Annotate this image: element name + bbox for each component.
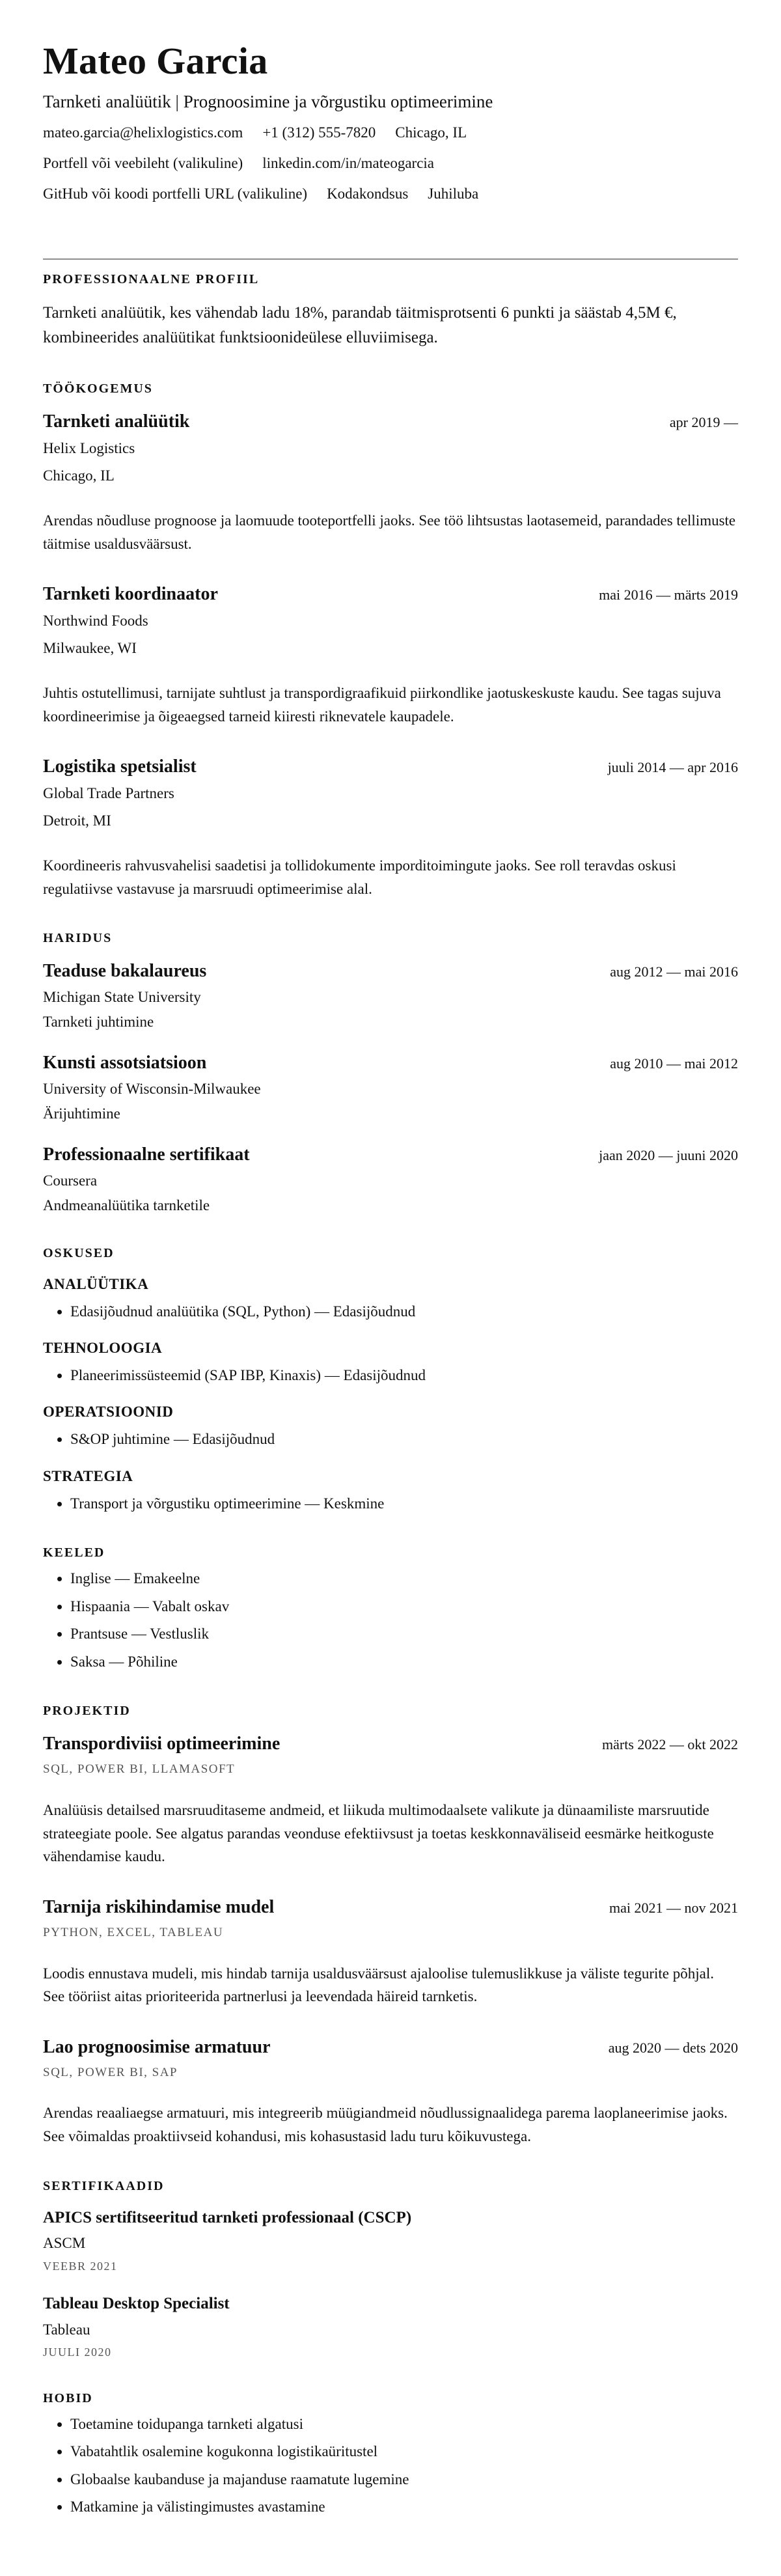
project-stack: SQL, POWER BI, LLAMASOFT bbox=[43, 1762, 236, 1777]
cert-title: APICS sertifitseeritud tarnketi professionaal (CSCP) bbox=[43, 2208, 412, 2226]
section-experience bbox=[43, 381, 738, 900]
skill-group bbox=[43, 1275, 738, 1323]
job-dates: mai 2016 — märts 2019 bbox=[599, 587, 738, 603]
contact-row-1 bbox=[43, 123, 738, 143]
experience-entry-head bbox=[43, 583, 738, 605]
resume-header bbox=[43, 40, 738, 204]
project-entry bbox=[43, 1732, 738, 1868]
project-entry bbox=[43, 1896, 738, 2008]
website-placeholder-text: Portfell või veebileht (valikuline) bbox=[43, 154, 243, 171]
section-languages bbox=[43, 1545, 738, 1673]
cert-date: VEEBR 2021 bbox=[43, 2259, 118, 2273]
location-text: Chicago, IL bbox=[395, 124, 467, 141]
project-entry bbox=[43, 2036, 738, 2148]
language-list bbox=[43, 1568, 738, 1673]
education-entry bbox=[43, 1143, 738, 1215]
language-item: • Prantsuse — Vestluslik bbox=[70, 1623, 738, 1646]
section-projects bbox=[43, 1703, 738, 2148]
cert-date: JUULI 2020 bbox=[43, 2346, 112, 2359]
hobbies-heading: HOBID bbox=[43, 2390, 93, 2405]
contact-row-2 bbox=[43, 154, 738, 173]
degree-title: Teaduse bakalaureus bbox=[43, 961, 207, 982]
citizenship-text: Kodakondsus bbox=[327, 185, 409, 202]
hobby-item: • Vabatahtlik osalemine kogukonna logistikaüritustel bbox=[70, 2441, 738, 2463]
cert-issuer: Tableau bbox=[43, 2321, 90, 2338]
section-hobbies bbox=[43, 2390, 738, 2519]
phone-text: +1 (312) 555-7820 bbox=[262, 124, 376, 141]
school-name: University of Wisconsin-Milwaukee bbox=[43, 1081, 261, 1098]
job-location: Chicago, IL bbox=[43, 467, 115, 484]
education-entry bbox=[43, 1051, 738, 1124]
profile-text: Tarnketi analüütik, kes vähendab ladu 18%, parandab täitmisprotsenti 6 punkti ja säästab 4,5M €, kombineerides analüütikat funktsioonideülese elluviimisega. bbox=[43, 303, 677, 347]
skill-category: ANALÜÜTIKA bbox=[43, 1275, 149, 1292]
profile-heading: PROFESSIONAALNE PROFIIL bbox=[43, 271, 260, 286]
section-profile bbox=[43, 271, 738, 352]
skill-category: TEHNOLOOGIA bbox=[43, 1340, 163, 1357]
experience-heading: TÖÖKOGEMUS bbox=[43, 381, 153, 396]
certification-entry bbox=[43, 2208, 738, 2275]
skill-item: • Edasijõudnud analüütika (SQL, Python) — Edasijõudnud bbox=[70, 1301, 738, 1323]
hobby-item: • Toetamine toidupanga tarnketi algatusi bbox=[70, 2413, 738, 2436]
project-description: Loodis ennustava mudeli, mis hindab tarnija usaldusväärsust ajaloolise tulemuslikkuse ja väliste tegurite põhjal. See tööriist aitas prioriteerida partnerlusi ja leevendada häireid tarnketis. bbox=[43, 1965, 714, 2005]
project-dates: märts 2022 — okt 2022 bbox=[602, 1736, 738, 1753]
project-stack: SQL, POWER BI, SAP bbox=[43, 2065, 178, 2079]
skills-heading: OSKUSED bbox=[43, 1245, 115, 1260]
job-dates: juuli 2014 — apr 2016 bbox=[607, 759, 738, 776]
education-entry-head bbox=[43, 1051, 738, 1074]
linkedin-text: linkedin.com/in/mateogarcia bbox=[262, 154, 435, 171]
driving-license-text: Juhiluba bbox=[428, 185, 479, 202]
skill-list bbox=[43, 1301, 738, 1323]
github-placeholder-text: GitHub või koodi portfelli URL (valikuline) bbox=[43, 185, 308, 202]
skill-group bbox=[43, 1467, 738, 1515]
education-entry-head bbox=[43, 960, 738, 982]
section-certifications bbox=[43, 2178, 738, 2361]
experience-entry bbox=[43, 583, 738, 728]
experience-entry bbox=[43, 410, 738, 555]
project-description: Arendas reaaliaegse armatuuri, mis integreerib müügiandmeid nõudlussignaalidega parema laoplaneerimise jaoks. See võimaldas proaktiivseid kohandusi, mis kohasustasid ladu turu kõikuvustega. bbox=[43, 2105, 728, 2145]
field-of-study: Andmeanalüütika tarnketile bbox=[43, 1197, 210, 1213]
projects-heading: PROJEKTID bbox=[43, 1704, 131, 1719]
email-text: mateo.garcia@helixlogistics.com bbox=[43, 124, 243, 141]
job-title: Tarnketi analüütik bbox=[43, 411, 190, 432]
skill-list bbox=[43, 1493, 738, 1516]
skill-item: • Planeerimissüsteemid (SAP IBP, Kinaxis) — Edasijõudnud bbox=[70, 1364, 738, 1387]
skill-group bbox=[43, 1402, 738, 1450]
job-location: Milwaukee, WI bbox=[43, 640, 137, 657]
project-title: Lao prognoosimise armatuur bbox=[43, 2036, 271, 2057]
language-item: • Saksa — Põhiline bbox=[70, 1651, 738, 1674]
company-name: Global Trade Partners bbox=[43, 785, 174, 802]
project-dates: aug 2020 — dets 2020 bbox=[608, 2039, 738, 2056]
degree-title: Professionaalne sertifikaat bbox=[43, 1144, 250, 1165]
skill-list bbox=[43, 1364, 738, 1387]
job-title: Tarnketi koordinaator bbox=[43, 584, 218, 605]
skill-category: OPERATSIOONID bbox=[43, 1404, 174, 1420]
candidate-name: Mateo Garcia bbox=[43, 40, 268, 82]
field-of-study: Tarnketi juhtimine bbox=[43, 1014, 154, 1031]
project-entry-head bbox=[43, 2036, 738, 2058]
project-title: Tarnija riskihindamise mudel bbox=[43, 1896, 275, 1917]
section-education bbox=[43, 930, 738, 1215]
degree-title: Kunsti assotsiatsioon bbox=[43, 1053, 207, 1073]
certifications-heading: SERTIFIKAADID bbox=[43, 2178, 165, 2193]
skill-list bbox=[43, 1428, 738, 1451]
project-entry-head bbox=[43, 1896, 738, 1918]
job-location: Detroit, MI bbox=[43, 812, 111, 829]
headline: Tarnketi analüütik | Prognoosimine ja võrgustiku optimeerimine bbox=[43, 91, 493, 111]
language-item: • Inglise — Emakeelne bbox=[70, 1568, 738, 1590]
project-description: Analüüsis detailsed marsruuditaseme andmeid, et liikuda multimodaalsete valikute ja dünaamiliste marsruutide strateegiate poole. See algatus parandas veonduse efektiivsust ja toetas keskkonnaväliseid eesmärke heitkoguste vähendamise kaudu. bbox=[43, 1801, 714, 1865]
education-entry bbox=[43, 960, 738, 1032]
experience-entry bbox=[43, 755, 738, 900]
job-description: Juhtis ostutellimusi, tarnijate suhtlust ja transpordigraafikuid piirkondlike jaotuskeskuste kaudu. See tagas sujuva koordineerimise ja õigeaegsed tarneid kiiresti riknevatele kaupadele. bbox=[43, 684, 721, 725]
job-title: Logistika spetsialist bbox=[43, 756, 197, 777]
school-name: Coursera bbox=[43, 1172, 98, 1189]
experience-entry-head bbox=[43, 755, 738, 778]
company-name: Helix Logistics bbox=[43, 440, 135, 457]
cert-title: Tableau Desktop Specialist bbox=[43, 2295, 230, 2313]
language-item: • Hispaania — Vabalt oskav bbox=[70, 1596, 738, 1618]
project-entry-head bbox=[43, 1732, 738, 1755]
field-of-study: Ärijuhtimine bbox=[43, 1105, 120, 1122]
skill-item: • S&OP juhtimine — Edasijõudnud bbox=[70, 1428, 738, 1451]
contact-row-3 bbox=[43, 184, 738, 204]
education-dates: jaan 2020 — juuni 2020 bbox=[599, 1146, 738, 1163]
job-description: Arendas nõudluse prognoose ja laomuude tooteportfelli jaoks. See töö lihtsustas laotasemeid, parandades tellimuste täitmise usaldusväärsust. bbox=[43, 512, 736, 552]
skill-item: • Transport ja võrgustiku optimeerimine — Keskmine bbox=[70, 1493, 738, 1516]
experience-entry-head bbox=[43, 410, 738, 433]
skill-group bbox=[43, 1338, 738, 1387]
school-name: Michigan State University bbox=[43, 989, 201, 1006]
section-skills bbox=[43, 1245, 738, 1516]
hobby-item: • Matkamine ja välistingimustes avastamine bbox=[70, 2496, 738, 2519]
hobby-item: • Globaalse kaubanduse ja majanduse raamatute lugemine bbox=[70, 2469, 738, 2491]
education-heading: HARIDUS bbox=[43, 931, 113, 946]
education-entry-head bbox=[43, 1143, 738, 1166]
cert-issuer: ASCM bbox=[43, 2235, 86, 2252]
education-dates: aug 2010 — mai 2012 bbox=[610, 1055, 738, 1072]
project-title: Transpordiviisi optimeerimine bbox=[43, 1734, 281, 1754]
skill-category: STRATEGIA bbox=[43, 1467, 133, 1484]
header-divider bbox=[43, 258, 738, 260]
education-dates: aug 2012 — mai 2016 bbox=[610, 963, 738, 980]
project-stack: PYTHON, EXCEL, TABLEAU bbox=[43, 1925, 224, 1939]
project-dates: mai 2021 — nov 2021 bbox=[609, 1899, 738, 1916]
job-dates: apr 2019 — bbox=[669, 414, 738, 431]
company-name: Northwind Foods bbox=[43, 613, 148, 630]
hobby-list bbox=[43, 2413, 738, 2519]
certification-entry bbox=[43, 2293, 738, 2361]
job-description: Koordineeris rahvusvahelisi saadetisi ja tollidokumente imporditoimingute jaoks. See roll teravdas oskusi regulatiivse vastavuse ja marsruudi optimeerimise alal. bbox=[43, 857, 676, 897]
languages-heading: KEELED bbox=[43, 1545, 105, 1560]
